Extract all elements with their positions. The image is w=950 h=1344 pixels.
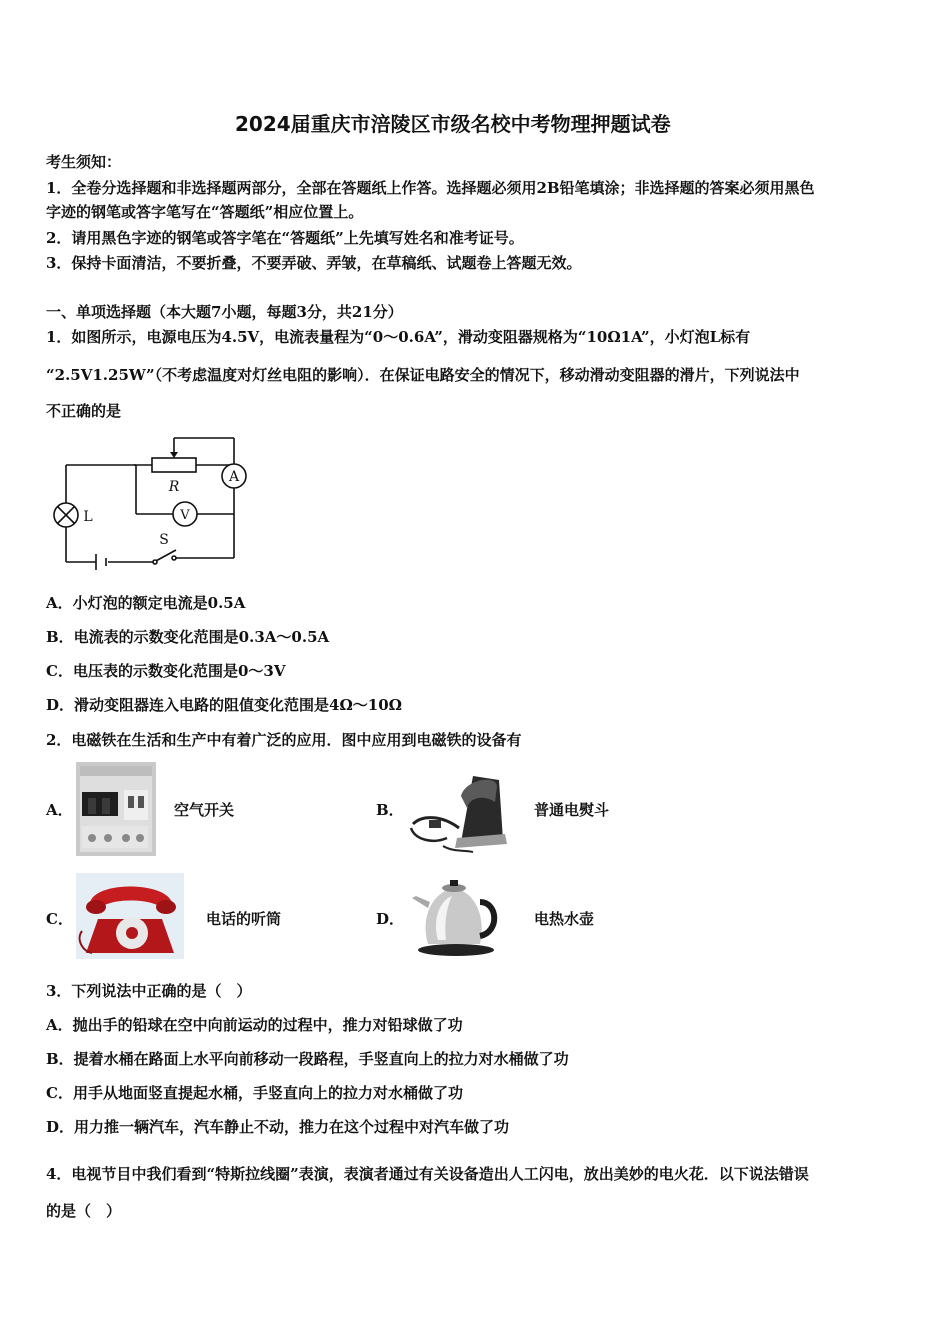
circuit-diagram (46, 430, 256, 570)
circuit-label-v: V (180, 508, 190, 523)
q3-option: B．提着水桶在路面上水平向前移动一段路程，手竖直向上的拉力对水桶做了功 (46, 1050, 569, 1068)
q2-option-label: 电话的听筒 (206, 910, 282, 928)
q1-stem-line: “2.5V1.25W”（不考虑温度对灯丝电阻的影响）．在保证电路安全的情况下，移动滑动变阻器的滑片，下列说法中 (46, 366, 800, 384)
q1-option: D．滑动变阻器连入电路的阻值变化范围是4Ω～10Ω (46, 696, 403, 714)
q2-stem: 2．电磁铁在生活和生产中有着广泛的应用．图中应用到电磁铁的设备有 (46, 731, 522, 749)
q3-option: C．用手从地面竖直提起水桶，手竖直向上的拉力对水桶做了功 (46, 1084, 463, 1102)
q4-stem-line: 4．电视节目中我们看到“特斯拉线圈”表演，表演者通过有关设备造出人工闪电，放出美妙的电火花．以下说法错误 (46, 1165, 809, 1183)
page-title: 2024届重庆市涪陵区市级名校中考物理押题试卷 (235, 112, 671, 136)
q2-option-label: 空气开关 (174, 801, 235, 819)
q2-option-label: 电热水壶 (534, 910, 595, 928)
q1-option: B．电流表的示数变化范围是0.3A～0.5A (46, 628, 330, 646)
notice-line: 3．保持卡面清洁，不要折叠，不要弄破、弄皱，在草稿纸、试题卷上答题无效。 (46, 254, 582, 272)
q2-option-letter: B． (376, 801, 404, 819)
q2-option-label: 普通电熨斗 (534, 801, 610, 819)
electric-kettle-image (406, 868, 506, 958)
q3-option: D．用力推一辆汽车，汽车静止不动，推力在这个过程中对汽车做了功 (46, 1118, 510, 1136)
q4-stem-line: 的是（ ） (46, 1202, 122, 1220)
notice-heading: 考生须知： (46, 153, 122, 171)
q1-stem-line: 1．如图所示，电源电压为4.5V，电流表量程为“0～0.6A”，滑动变阻器规格为“10Ω1A”，小灯泡L标有 (46, 328, 751, 346)
q2-option-letter: A． (46, 801, 73, 819)
q1-stem-line: 不正确的是 (46, 402, 122, 420)
circuit-label-s: S (159, 532, 169, 548)
circuit-label-r: R (168, 479, 180, 495)
q3-stem: 3．下列说法中正确的是（ ） (46, 982, 252, 1000)
notice-line: 字迹的钢笔或答字笔写在“答题纸”相应位置上。 (46, 203, 364, 221)
q1-option: C．电压表的示数变化范围是0～3V (46, 662, 286, 680)
electric-iron-image (403, 768, 513, 856)
q3-option: A．抛出手的铅球在空中向前运动的过程中，推力对铅球做了功 (46, 1016, 463, 1034)
telephone-image (76, 873, 184, 959)
q1-option: A．小灯泡的额定电流是0.5A (46, 594, 246, 612)
notice-line: 2．请用黑色字迹的钢笔或答字笔在“答题纸”上先填写姓名和准考证号。 (46, 229, 524, 247)
air-switch-image (76, 762, 156, 856)
circuit-label-l: L (83, 509, 93, 525)
notice-line: 1．全卷分选择题和非选择题两部分，全部在答题纸上作答。选择题必须用2B铅笔填涂；非选择题的答案必须用黑色 (46, 179, 815, 197)
circuit-label-a: A (228, 469, 240, 485)
section-heading: 一、单项选择题（本大题7小题，每题3分，共21分） (46, 303, 403, 321)
q2-option-letter: D． (376, 910, 405, 928)
q2-option-letter: C． (46, 910, 73, 928)
